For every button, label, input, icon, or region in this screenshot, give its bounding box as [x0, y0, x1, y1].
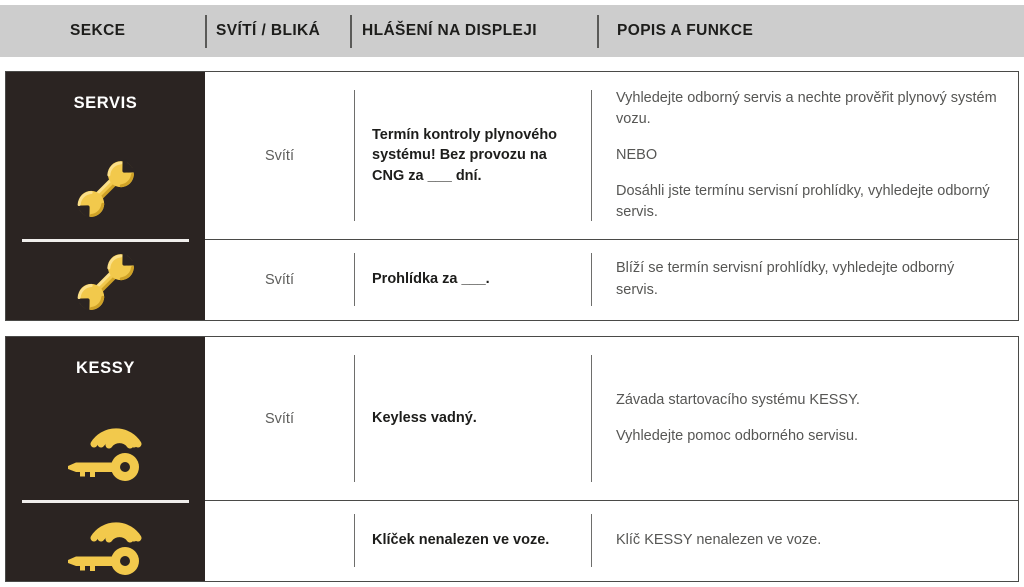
description-paragraph: Závada startovacího systému KESSY. [616, 391, 860, 408]
header-divider-3 [597, 15, 599, 48]
key-wireless-icon [64, 414, 148, 486]
cell-description [591, 501, 1018, 580]
cell-state: Svítí [264, 147, 294, 164]
description-paragraph: Dosáhli jste termínu servisní prohlídky, vyhledejte odborný servis. [616, 183, 990, 221]
description-paragraph: Blíží se termín servisní prohlídky, vyhledejte odborný servis. [616, 260, 955, 298]
cell-state: Svítí [264, 410, 294, 427]
cell-description [591, 240, 1018, 319]
rows-servis [205, 72, 1018, 320]
column-header-sviti-blika: SVÍTÍ / BLIKÁ [216, 22, 321, 39]
table-row [205, 500, 1018, 580]
table-row [205, 239, 1018, 319]
cell-state [205, 501, 354, 580]
cell-description [591, 72, 1018, 239]
table-row [205, 72, 1018, 239]
display-message-text: Keyless vadný. [372, 410, 477, 427]
indicator-icon-key-wireless-1 [6, 403, 205, 497]
header-divider-1 [205, 15, 207, 48]
key-shape [68, 547, 139, 575]
indicator-icon-wrench-2 [6, 245, 205, 319]
key-shape [68, 453, 139, 481]
indicator-icon-wrench-1 [6, 144, 205, 234]
wrench-icon [69, 154, 143, 224]
display-message-text: Prohlídka za ___. [372, 271, 490, 288]
section-block-kessy [5, 336, 1019, 582]
table-row [205, 337, 1018, 500]
wrench-icon [69, 247, 143, 317]
rows-kessy [205, 337, 1018, 581]
section-label-panel-servis [6, 72, 205, 320]
display-message-text: Termín kontroly plynového systému! Bez provozu na CNG za ___ dní. [372, 126, 558, 184]
section-block-servis [5, 71, 1019, 321]
cell-display-message [354, 240, 591, 319]
description-paragraph: Klíč KESSY nenalezen ve voze. [616, 531, 822, 548]
panel-divider [22, 500, 189, 503]
column-header-hlaseni-na-displeji: HLÁŠENÍ NA DISPLEJI [362, 22, 537, 39]
table-header [0, 5, 1024, 57]
description-paragraph: NEBO [616, 146, 658, 163]
cell-state: Svítí [264, 271, 294, 288]
description-paragraph: Vyhledejte pomoc odborného servisu. [616, 428, 859, 444]
display-message-text: Klíček nenalezen ve voze. [372, 532, 550, 549]
section-label-panel-kessy [6, 337, 205, 581]
cell-description [591, 337, 1018, 500]
cell-display-message [354, 501, 591, 580]
header-divider-2 [350, 15, 352, 48]
indicator-icon-key-wireless-2 [6, 507, 205, 581]
cell-display-message [354, 337, 591, 500]
section-title-kessy: KESSY [76, 359, 135, 377]
column-header-sekce: SEKCE [70, 22, 126, 39]
cell-display-message [354, 72, 591, 239]
key-wireless-icon [64, 508, 148, 580]
section-title-servis: SERVIS [73, 94, 138, 112]
description-paragraph: Vyhledejte odborný servis a nechte prověřit plynový systém vozu. [616, 89, 997, 127]
column-header-popis-a-funkce: POPIS A FUNKCE [617, 22, 754, 39]
panel-divider [22, 239, 189, 242]
